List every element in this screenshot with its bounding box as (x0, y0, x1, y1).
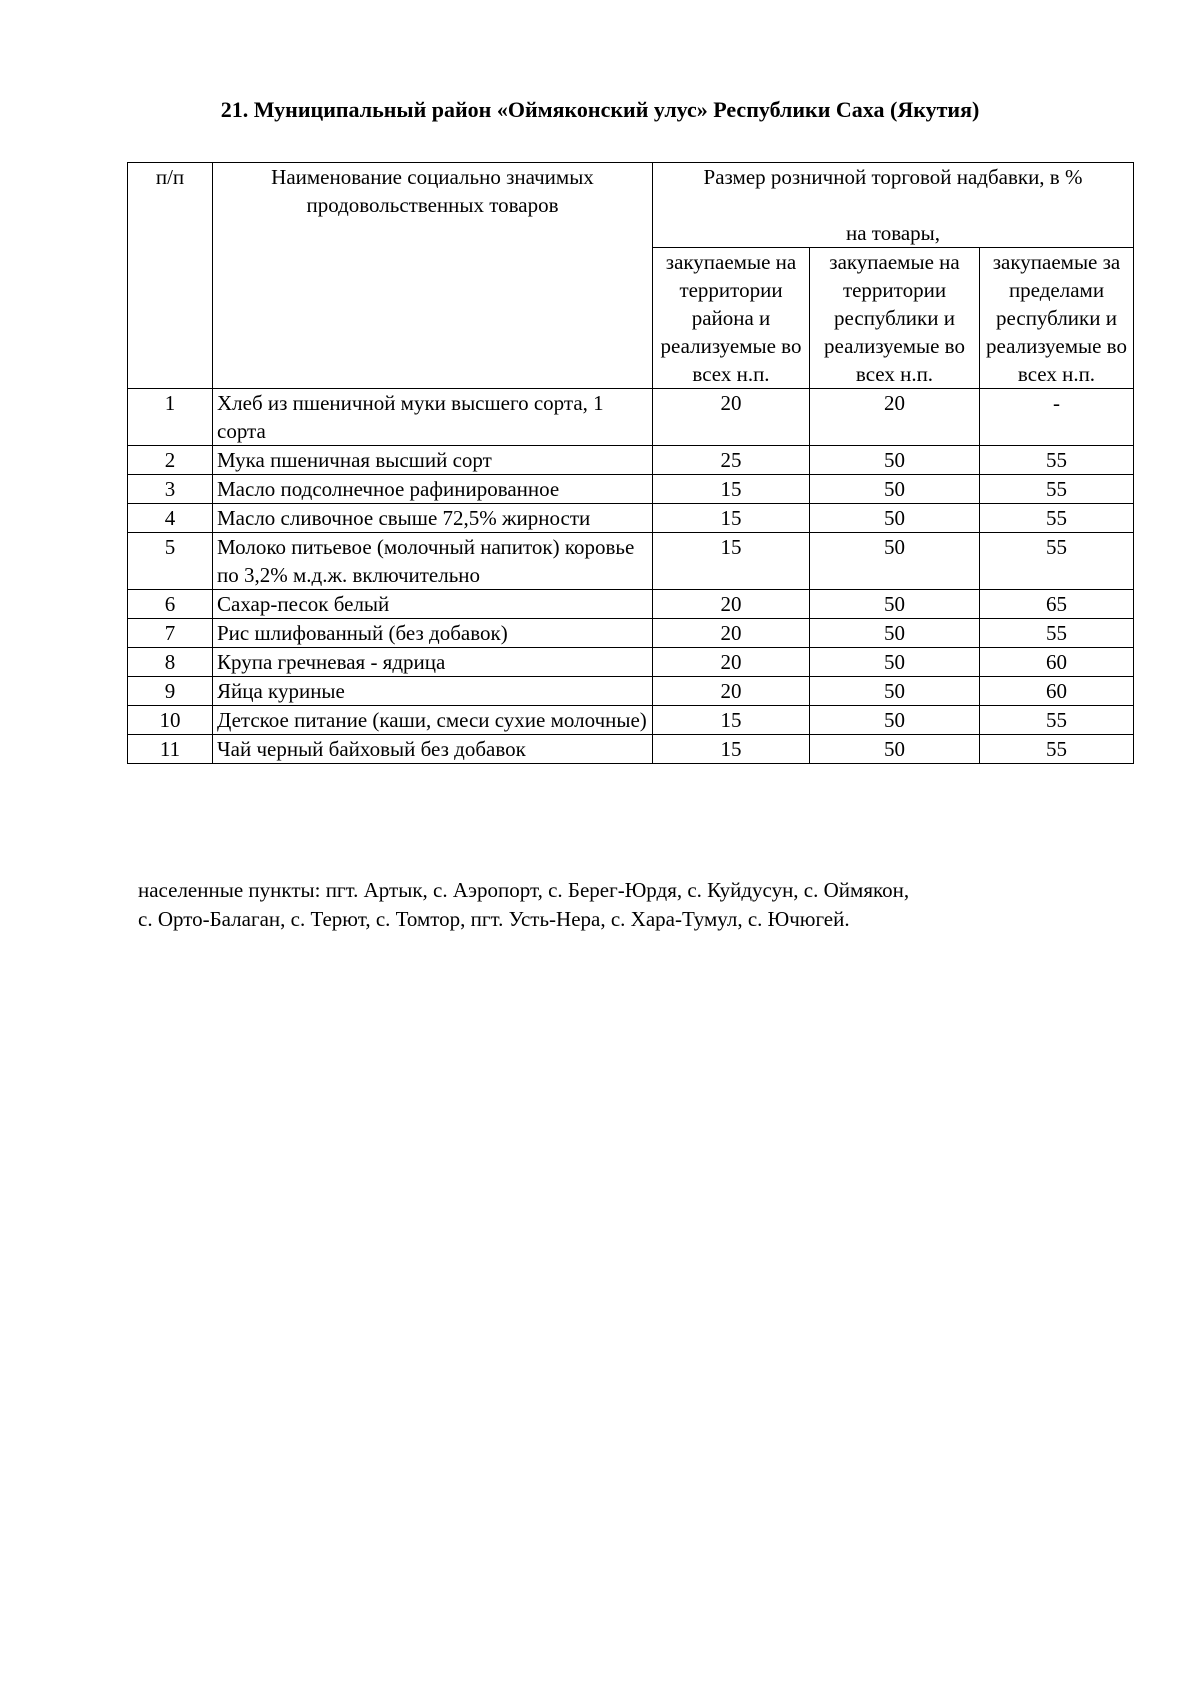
row-value-republic: 20 (810, 389, 980, 446)
table-row (128, 590, 1134, 619)
row-value-republic: 50 (810, 735, 980, 764)
row-value-outside: 55 (980, 619, 1134, 648)
table-header-row (128, 163, 1134, 248)
row-value-district: 15 (653, 735, 810, 764)
header-sub-outside: закупаемые за пределами республики и реализуемые во всех н.п. (980, 248, 1134, 389)
row-num: 7 (128, 619, 213, 648)
row-value-outside: - (980, 389, 1134, 446)
row-num: 3 (128, 475, 213, 504)
row-value-outside: 55 (980, 475, 1134, 504)
row-num: 6 (128, 590, 213, 619)
row-value-district: 15 (653, 504, 810, 533)
row-value-republic: 50 (810, 475, 980, 504)
table-row (128, 706, 1134, 735)
row-name: Молоко питьевое (молочный напиток) коровье по 3,2% м.д.ж. включительно (213, 533, 653, 590)
table-row (128, 504, 1134, 533)
table-row (128, 735, 1134, 764)
row-num: 4 (128, 504, 213, 533)
row-name: Крупа гречневая - ядрица (213, 648, 653, 677)
row-value-district: 20 (653, 619, 810, 648)
row-value-republic: 50 (810, 533, 980, 590)
row-value-district: 15 (653, 706, 810, 735)
row-value-republic: 50 (810, 706, 980, 735)
row-value-district: 20 (653, 648, 810, 677)
row-value-outside: 60 (980, 648, 1134, 677)
row-name: Чай черный байховый без добавок (213, 735, 653, 764)
row-name: Рис шлифованный (без добавок) (213, 619, 653, 648)
row-num: 11 (128, 735, 213, 764)
row-value-republic: 50 (810, 677, 980, 706)
row-value-outside: 55 (980, 735, 1134, 764)
table-row (128, 475, 1134, 504)
row-num: 2 (128, 446, 213, 475)
row-value-outside: 55 (980, 504, 1134, 533)
row-num: 5 (128, 533, 213, 590)
row-name: Масло подсолнечное рафинированное (213, 475, 653, 504)
table-row (128, 389, 1134, 446)
row-name: Детское питание (каши, смеси сухие молочные) (213, 706, 653, 735)
header-group-subtitle: на товары, (845, 221, 941, 245)
settlements-note (138, 876, 1118, 934)
row-num: 8 (128, 648, 213, 677)
row-value-district: 15 (653, 475, 810, 504)
row-value-outside: 60 (980, 677, 1134, 706)
row-value-district: 20 (653, 590, 810, 619)
table-row (128, 446, 1134, 475)
table-row (128, 648, 1134, 677)
header-group-title: Размер розничной торговой надбавки, в % (703, 165, 1083, 189)
row-value-republic: 50 (810, 648, 980, 677)
row-num: 10 (128, 706, 213, 735)
row-value-outside: 65 (980, 590, 1134, 619)
header-sub-republic: закупаемые на территории республики и реализуемые во всех н.п. (810, 248, 980, 389)
row-name: Сахар-песок белый (213, 590, 653, 619)
table-row (128, 677, 1134, 706)
settlements-note-line: населенные пункты: пгт. Артык, с. Аэропорт, с. Берег-Юрдя, с. Куйдусун, с. Оймякон, (138, 878, 910, 902)
header-name: Наименование социально значимых продовольственных товаров (213, 163, 653, 389)
header-num: п/п (128, 163, 213, 389)
row-value-republic: 50 (810, 504, 980, 533)
row-num: 1 (128, 389, 213, 446)
row-value-outside: 55 (980, 706, 1134, 735)
row-name: Хлеб из пшеничной муки высшего сорта, 1 сорта (213, 389, 653, 446)
header-sub-district: закупаемые на территории района и реализуемые во всех н.п. (653, 248, 810, 389)
row-value-district: 20 (653, 677, 810, 706)
table-row (128, 533, 1134, 590)
table-row (128, 619, 1134, 648)
row-name: Яйца куриные (213, 677, 653, 706)
row-value-outside: 55 (980, 533, 1134, 590)
row-value-outside: 55 (980, 446, 1134, 475)
row-num: 9 (128, 677, 213, 706)
row-name: Мука пшеничная высший сорт (213, 446, 653, 475)
document-title: 21. Муниципальный район «Оймяконский улус» Республики Саха (Якутия) (220, 97, 980, 122)
row-name: Масло сливочное свыше 72,5% жирности (213, 504, 653, 533)
row-value-district: 15 (653, 533, 810, 590)
row-value-district: 20 (653, 389, 810, 446)
settlements-note-line: с. Орто-Балаган, с. Терют, с. Томтор, пгт. Усть-Нера, с. Хара-Тумул, с. Ючюгей. (138, 907, 850, 931)
row-value-district: 25 (653, 446, 810, 475)
markup-table (127, 162, 1134, 764)
row-value-republic: 50 (810, 619, 980, 648)
header-group (653, 163, 1134, 248)
row-value-republic: 50 (810, 446, 980, 475)
row-value-republic: 50 (810, 590, 980, 619)
